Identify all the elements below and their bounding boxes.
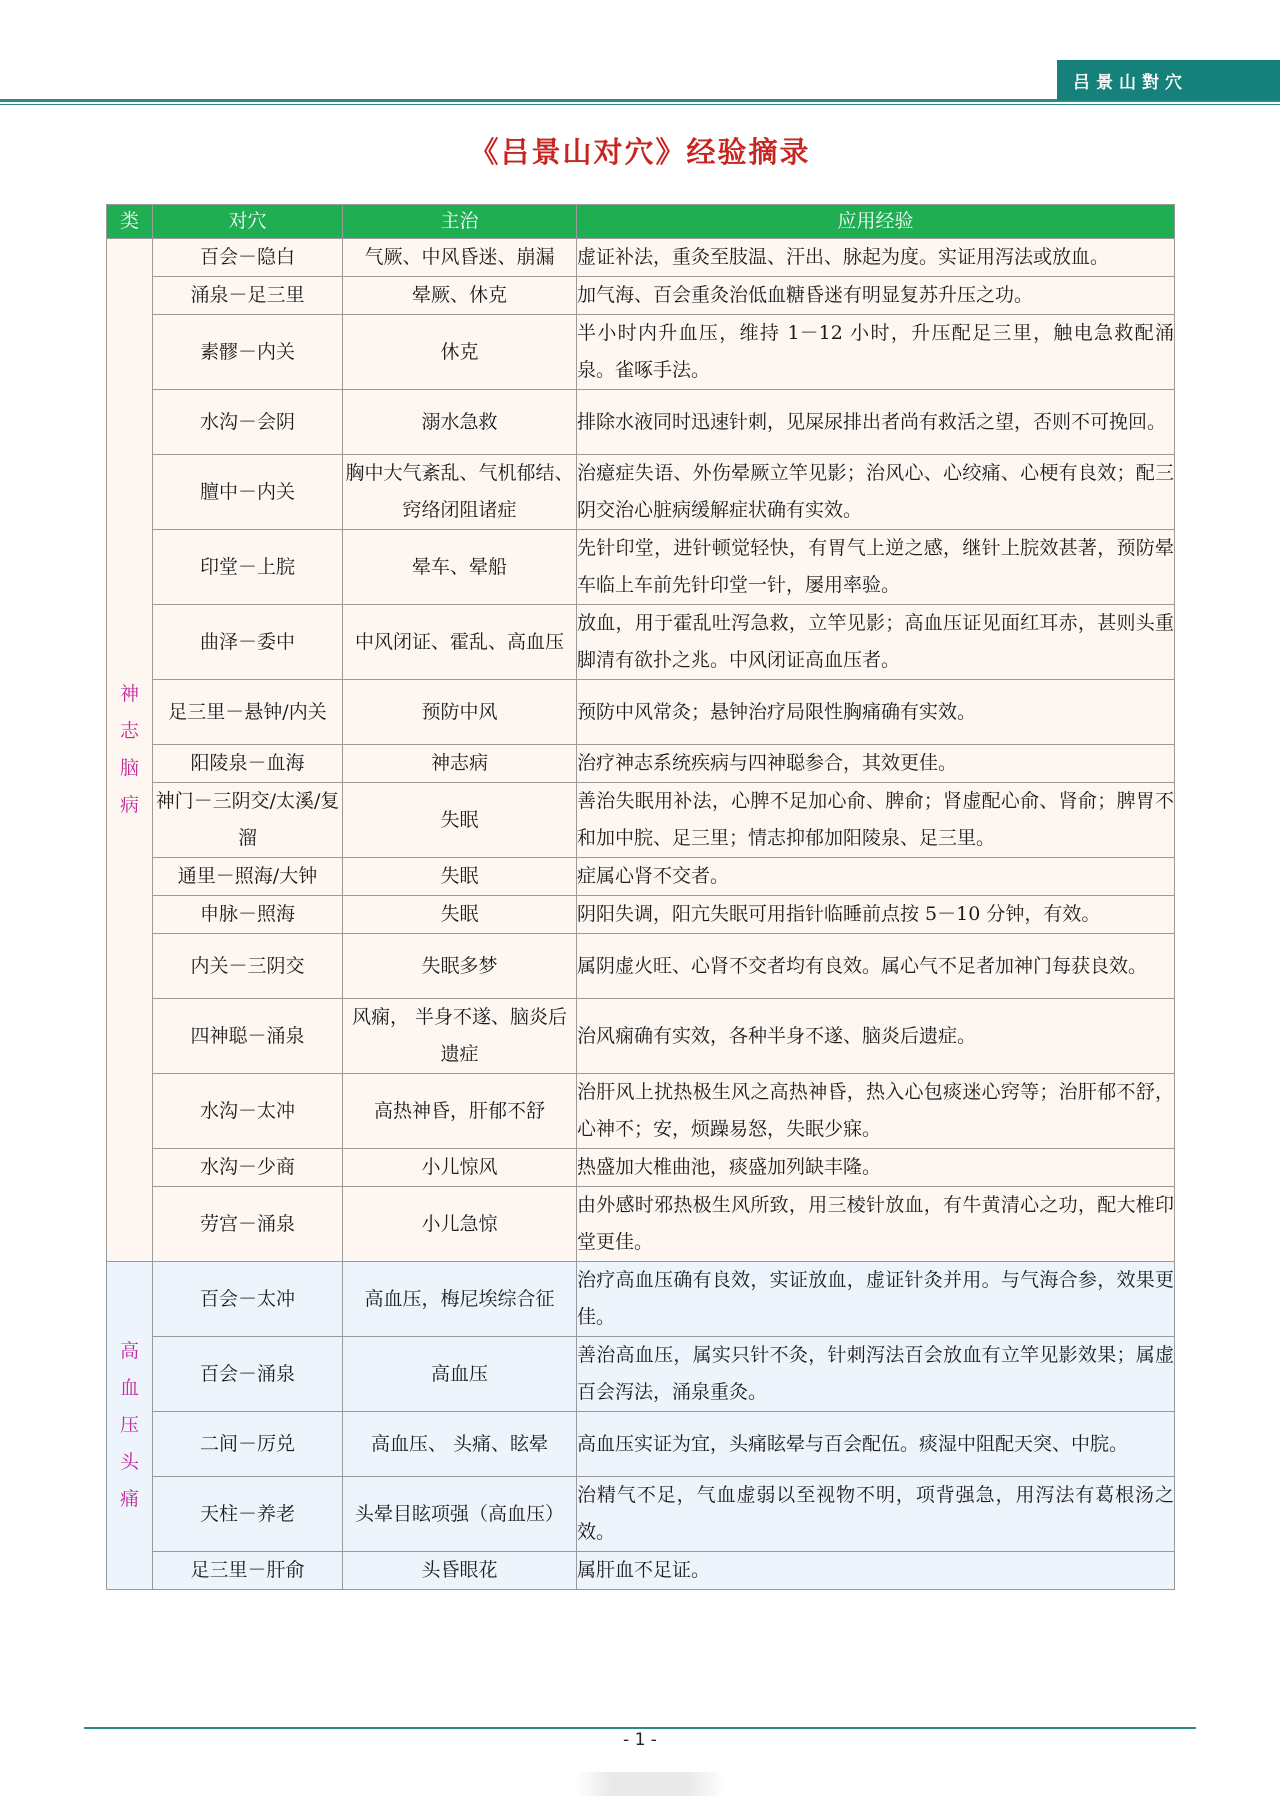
point-pair-cell: 天柱－养老 [153, 1477, 343, 1552]
experience-cell: 先针印堂，进针顿觉轻快，有胃气上逆之感，继针上脘效甚著，预防晕车临上车前先针印堂一针，屡用率验。 [577, 530, 1175, 605]
category-char: 病 [119, 794, 139, 816]
table-row [107, 605, 1175, 680]
experience-cell: 症属心肾不交者。 [577, 858, 1175, 896]
experience-cell: 治疗高血压确有良效，实证放血，虚证针灸并用。与气海合参，效果更佳。 [577, 1262, 1175, 1337]
experience-cell: 热盛加大椎曲池，痰盛加列缺丰隆。 [577, 1149, 1175, 1187]
experience-cell: 由外感时邪热极生风所致，用三棱针放血，有牛黄清心之功，配大椎印堂更佳。 [577, 1187, 1175, 1262]
table-row [107, 315, 1175, 390]
category-char: 头 [119, 1451, 139, 1473]
category-char: 血 [119, 1377, 139, 1399]
experience-cell: 治疗神志系统疾病与四神聪参合，其效更佳。 [577, 745, 1175, 783]
indication-cell: 高血压，梅尼埃综合征 [343, 1262, 577, 1337]
table-row [107, 783, 1175, 858]
category-char: 脑 [119, 757, 139, 779]
point-pair-cell: 水沟－太冲 [153, 1074, 343, 1149]
point-pair-cell: 百会－涌泉 [153, 1337, 343, 1412]
table-row [107, 390, 1175, 455]
experience-cell: 治风痫确有实效，各种半身不遂、脑炎后遗症。 [577, 999, 1175, 1074]
page-title: 《吕景山对穴》经验摘录 [469, 135, 811, 169]
indication-cell: 失眠 [343, 858, 577, 896]
point-pair-cell: 申脉－照海 [153, 896, 343, 934]
indication-cell: 失眠 [343, 896, 577, 934]
point-pair-cell: 水沟－少商 [153, 1149, 343, 1187]
acupoint-table [106, 204, 1175, 1590]
indication-cell: 风痫， 半身不遂、脑炎后遗症 [343, 999, 577, 1074]
brand-tab: 吕景山對穴 [1057, 60, 1280, 100]
table-header-row [107, 205, 1175, 239]
point-pair-cell: 百会－隐白 [153, 239, 343, 277]
experience-cell: 属肝血不足证。 [577, 1552, 1175, 1590]
point-pair-cell: 二间－厉兑 [153, 1412, 343, 1477]
experience-cell: 阴阳失调，阳亢失眠可用指针临睡前点按 5－10 分钟，有效。 [577, 896, 1175, 934]
indication-cell: 气厥、中风昏迷、崩漏 [343, 239, 577, 277]
category-cell [107, 1262, 153, 1590]
header-category: 类 [107, 205, 153, 239]
experience-cell: 高血压实证为宜，头痛眩晕与百会配伍。痰湿中阻配天突、中脘。 [577, 1412, 1175, 1477]
category-char: 神 [119, 683, 139, 705]
table-row [107, 455, 1175, 530]
table-row [107, 999, 1175, 1074]
header-experience: 应用经验 [577, 205, 1175, 239]
point-pair-cell: 通里－照海/大钟 [153, 858, 343, 896]
category-cell [107, 239, 153, 1262]
indication-cell: 晕厥、休克 [343, 277, 577, 315]
indication-cell: 头昏眼花 [343, 1552, 577, 1590]
indication-cell: 中风闭证、霍乱、高血压 [343, 605, 577, 680]
point-pair-cell: 神门－三阴交/太溪/复溜 [153, 783, 343, 858]
category-char: 痛 [119, 1488, 139, 1510]
point-pair-cell: 印堂－上脘 [153, 530, 343, 605]
indication-cell: 高热神昏，肝郁不舒 [343, 1074, 577, 1149]
table-row [107, 1262, 1175, 1337]
category-char: 高 [119, 1340, 139, 1362]
experience-cell: 治肝风上扰热极生风之高热神昏，热入心包痰迷心窍等；治肝郁不舒，心神不；安，烦躁易怒，失眠少寐。 [577, 1074, 1175, 1149]
experience-cell: 预防中风常灸；悬钟治疗局限性胸痛确有实效。 [577, 680, 1175, 745]
table-body [107, 239, 1175, 1590]
experience-cell: 加气海、百会重灸治低血糖昏迷有明显复苏升压之功。 [577, 277, 1175, 315]
experience-cell: 属阴虚火旺、心肾不交者均有良效。属心气不足者加神门每获良效。 [577, 934, 1175, 999]
experience-cell: 放血，用于霍乱吐泻急救，立竿见影；高血压证见面红耳赤，甚则头重脚清有欲扑之兆。中风闭证高血压者。 [577, 605, 1175, 680]
footer-rule [84, 1727, 1196, 1729]
experience-cell: 善治高血压，属实只针不灸，针刺泻法百会放血有立竿见影效果；属虚百会泻法，涌泉重灸。 [577, 1337, 1175, 1412]
table-row [107, 1477, 1175, 1552]
table-row [107, 1552, 1175, 1590]
point-pair-cell: 百会－太冲 [153, 1262, 343, 1337]
table-row [107, 934, 1175, 999]
page-number: - 1 - [623, 1730, 657, 1750]
experience-cell: 治癔症失语、外伤晕厥立竿见影；治风心、心绞痛、心梗有良效；配三阴交治心脏病缓解症状确有实效。 [577, 455, 1175, 530]
table-row [107, 1337, 1175, 1412]
blurred-watermark [575, 1772, 725, 1796]
table-row [107, 745, 1175, 783]
indication-cell: 高血压、 头痛、眩晕 [343, 1412, 577, 1477]
experience-cell: 治精气不足，气血虚弱以至视物不明，项背强急，用泻法有葛根汤之效。 [577, 1477, 1175, 1552]
table-row [107, 1412, 1175, 1477]
point-pair-cell: 素髎－内关 [153, 315, 343, 390]
indication-cell: 神志病 [343, 745, 577, 783]
indication-cell: 高血压 [343, 1337, 577, 1412]
table-row [107, 896, 1175, 934]
indication-cell: 休克 [343, 315, 577, 390]
point-pair-cell: 四神聪－涌泉 [153, 999, 343, 1074]
experience-cell: 排除水液同时迅速针刺，见屎尿排出者尚有救活之望，否则不可挽回。 [577, 390, 1175, 455]
point-pair-cell: 足三里－肝俞 [153, 1552, 343, 1590]
table-row [107, 277, 1175, 315]
point-pair-cell: 足三里－悬钟/内关 [153, 680, 343, 745]
indication-cell: 头晕目眩项强（高血压） [343, 1477, 577, 1552]
point-pair-cell: 劳宫－涌泉 [153, 1187, 343, 1262]
table-row [107, 1149, 1175, 1187]
indication-cell: 晕车、晕船 [343, 530, 577, 605]
category-char: 志 [119, 720, 139, 742]
indication-cell: 胸中大气紊乱、气机郁结、窍络闭阻诸症 [343, 455, 577, 530]
point-pair-cell: 涌泉－足三里 [153, 277, 343, 315]
point-pair-cell: 膻中－内关 [153, 455, 343, 530]
table-row [107, 680, 1175, 745]
indication-cell: 失眠多梦 [343, 934, 577, 999]
indication-cell: 小儿急惊 [343, 1187, 577, 1262]
experience-cell: 虚证补法，重灸至肢温、汗出、脉起为度。实证用泻法或放血。 [577, 239, 1175, 277]
category-char: 压 [119, 1414, 139, 1436]
indication-cell: 预防中风 [343, 680, 577, 745]
header-point-pair: 对穴 [153, 205, 343, 239]
experience-cell: 善治失眠用补法，心脾不足加心俞、脾俞；肾虚配心俞、肾俞；脾胃不和加中脘、足三里；情志抑郁加阳陵泉、足三里。 [577, 783, 1175, 858]
header-rule-thin [0, 104, 1280, 105]
point-pair-cell: 水沟－会阴 [153, 390, 343, 455]
table-row [107, 1074, 1175, 1149]
header-indication: 主治 [343, 205, 577, 239]
indication-cell: 失眠 [343, 783, 577, 858]
point-pair-cell: 阳陵泉－血海 [153, 745, 343, 783]
table-row [107, 530, 1175, 605]
table-row [107, 858, 1175, 896]
indication-cell: 溺水急救 [343, 390, 577, 455]
point-pair-cell: 曲泽－委中 [153, 605, 343, 680]
indication-cell: 小儿惊风 [343, 1149, 577, 1187]
experience-cell: 半小时内升血压，维持 1－12 小时，升压配足三里，触电急救配涌泉。雀啄手法。 [577, 315, 1175, 390]
table-row [107, 1187, 1175, 1262]
table-row [107, 239, 1175, 277]
point-pair-cell: 内关－三阴交 [153, 934, 343, 999]
